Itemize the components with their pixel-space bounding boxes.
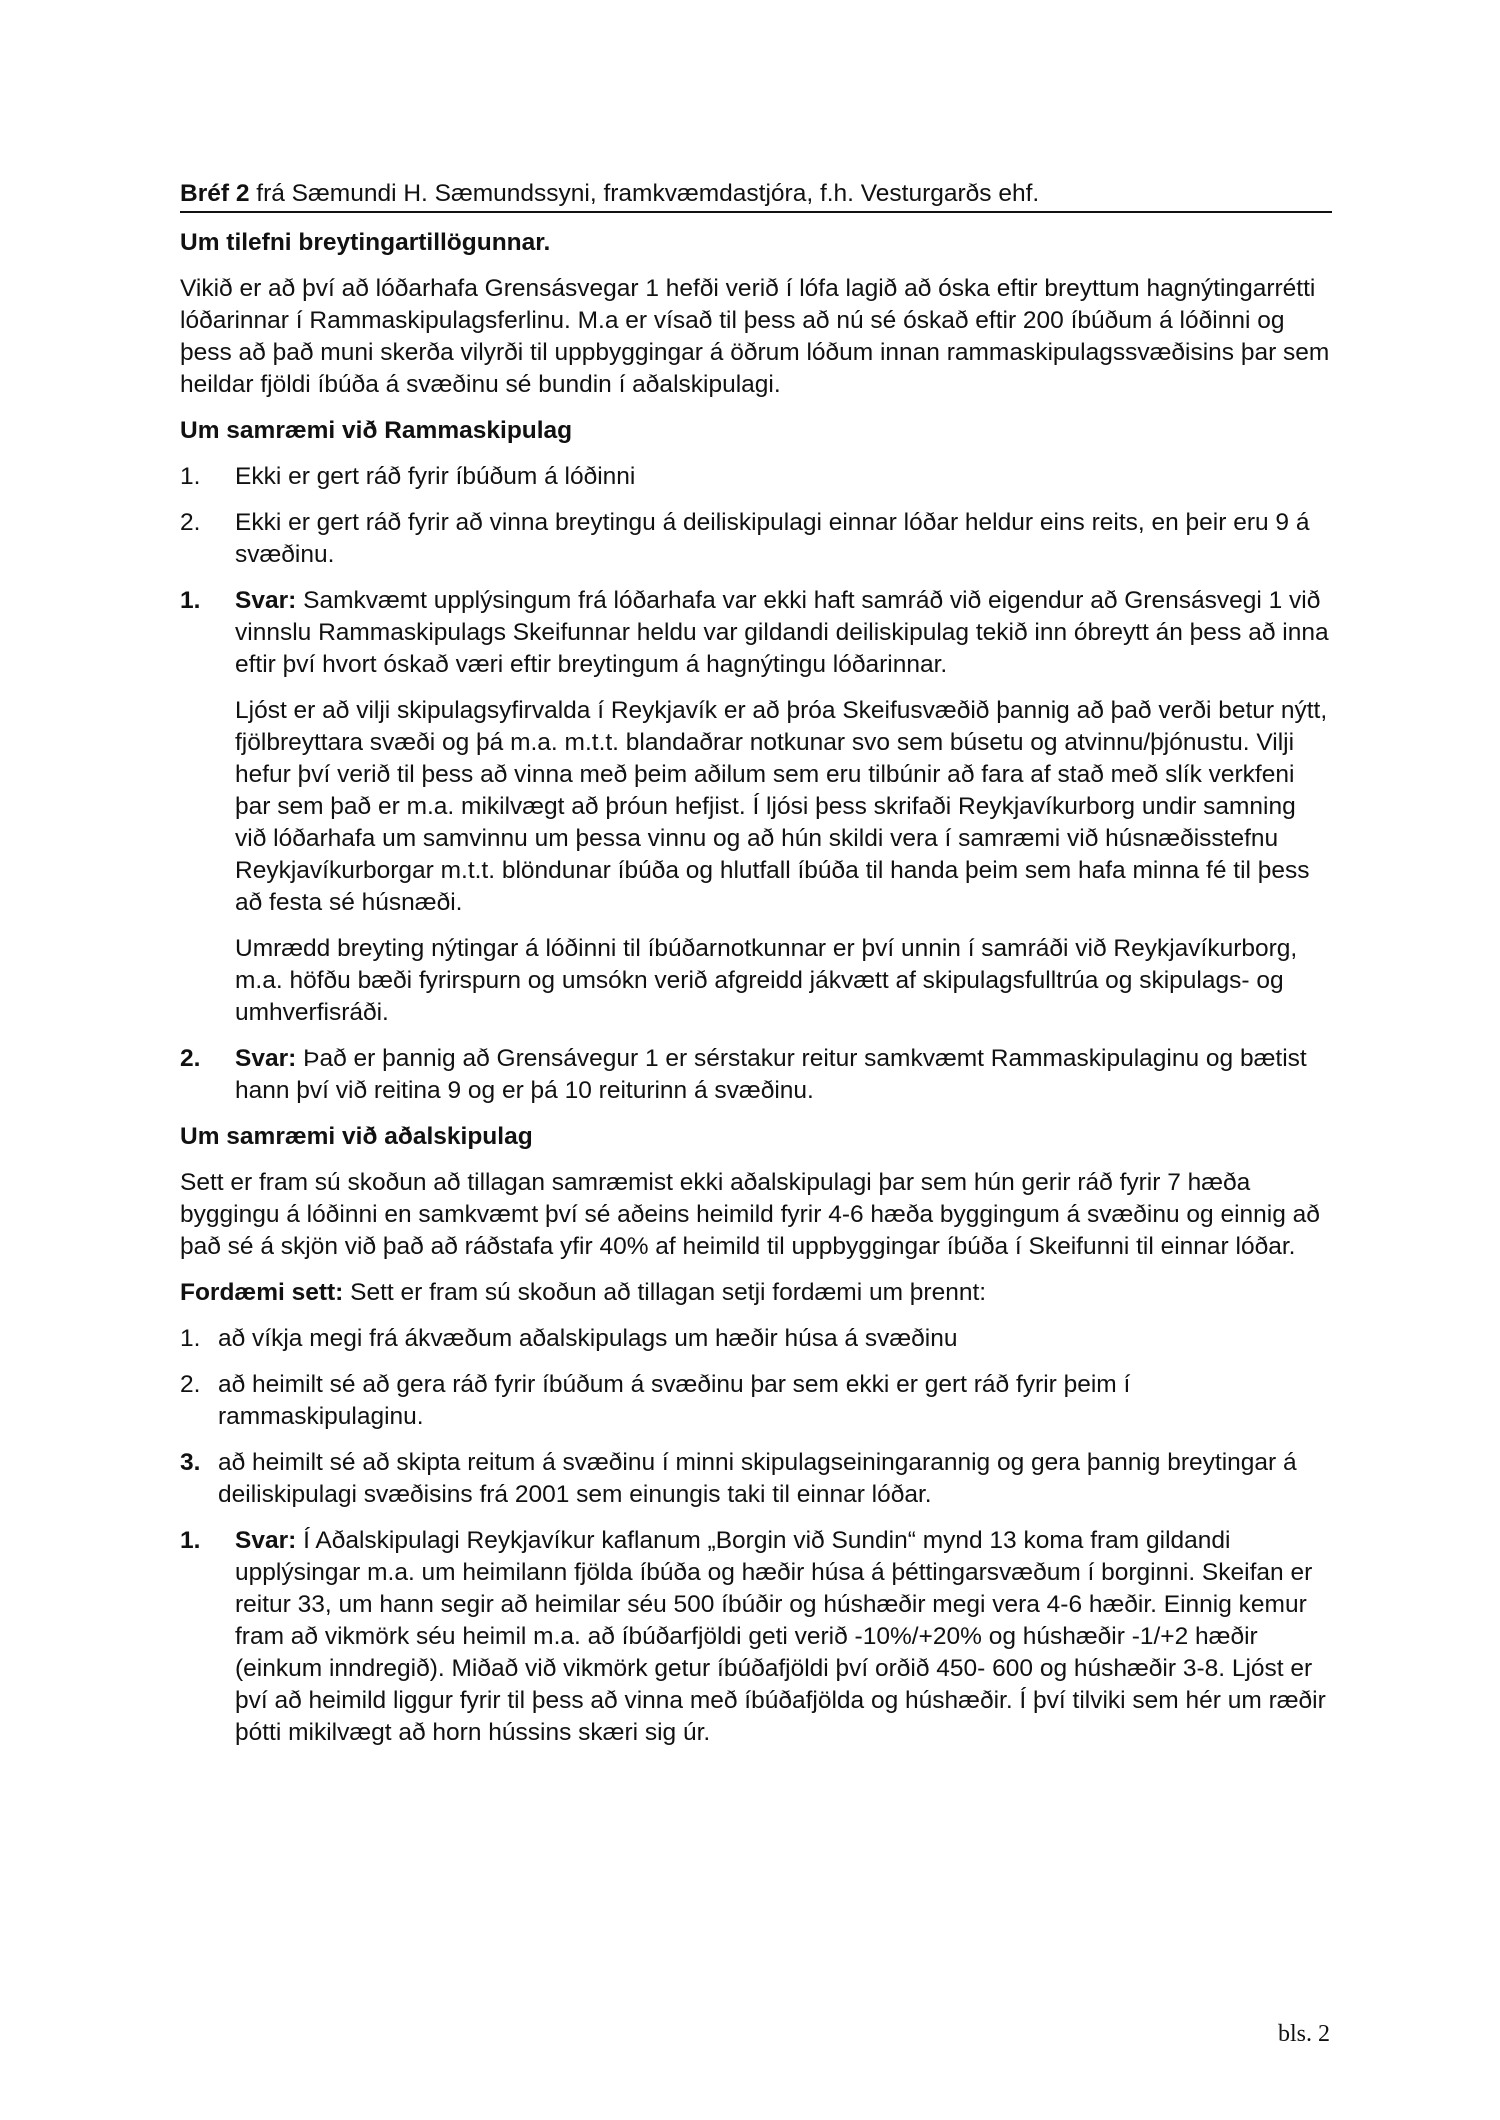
list-item (180, 1323, 1332, 1355)
answer-paragraph: Ljóst er að vilji skipulagsyfirvalda í Reykjavík er að þróa Skeifusvæðið þannig að það verði betur nýtt, fjölbreyttara svæði og þá m.a. m.t.t. blandaðrar notkunar svo sem búsetu og atvinnu/þjónustu. Vilji hefur því verið til þess að vinna með þeim aðilum sem eru tilbúnir að fara af stað með slík verkfeni þar sem það er m.a. mikilvægt að þróun hefjist. Í ljósi þess skrifaði Reykjavíkurborg undir samning við lóðarhafa um samvinnu um þessa vinnu og að hún skildi vera í samræmi við húsnæðisstefnu Reykjavíkurborgar m.t.t. blöndunar íbúða og hlutfall íbúða til handa þeim sem hafa minna fé til þess að festa sé húsnæði. (235, 697, 1328, 916)
answer-label: Svar: (235, 587, 297, 614)
section-heading-rammaskipulag: Um samræmi við Rammaskipulag (180, 417, 573, 444)
answer-paragraph: Umrædd breyting nýtingar á lóðinni til íbúðarnotkunnar er því unnin í samráði við Reykjavíkurborg, m.a. höfðu bæði fyrirspurn og umsókn verið afgreidd jákvætt af skipulagsfulltrúa og skipulags- og umhverfisráði. (235, 935, 1298, 1026)
answer-paragraph (235, 585, 1332, 681)
list-item (180, 461, 1332, 493)
section-paragraph-adalskipulag: Sett er fram sú skoðun að tillagan samræmist ekki aðalskipulagi þar sem hún gerir ráð fyrir 7 hæða byggingu á lóðinni en samkvæmt því sé aðeins heimild fyrir 4-6 hæða byggingum á svæðinu og einnig að það sé á skjön við það að ráðstafa yfir 40% af heimild til uppbyggingar íbúða í Skeifunni til einnar lóðar. (180, 1169, 1320, 1260)
list-number: 1. (180, 1325, 201, 1352)
list-item (180, 507, 1332, 571)
section-heading-tilefni: Um tilefni breytingartillögunnar. (180, 229, 551, 256)
answer-label: Svar: (235, 1527, 297, 1554)
precedent-paragraph (180, 1277, 1332, 1309)
page-number: bls. 2 (1277, 2021, 1330, 2047)
letter-number: Bréf 2 (180, 180, 250, 207)
answer-item (180, 1525, 1332, 1749)
list-item (180, 1447, 1332, 1511)
list-text: að víkja megi frá ákvæðum aðalskipulags um hæðir húsa á svæðinu (218, 1325, 958, 1352)
answer-text: Það er þannig að Grensávegur 1 er sérstakur reitur samkvæmt Rammaskipulaginu og bætist hann því við reitina 9 og er þá 10 reiturinn á svæðinu. (235, 1045, 1307, 1104)
answer-body (235, 1043, 1332, 1107)
section-heading-adalskipulag: Um samræmi við aðalskipulag (180, 1123, 533, 1150)
answer-paragraph (235, 1525, 1332, 1749)
answer-body (235, 1525, 1332, 1749)
list-item (180, 1369, 1332, 1433)
document-body (180, 178, 1332, 1763)
answer-number: 2. (180, 1045, 201, 1072)
precedent-label: Fordæmi sett: (180, 1279, 344, 1306)
list-number: 1. (180, 463, 201, 490)
letter-sender: frá Sæmundi H. Sæmundssyni, framkvæmdastjóra, f.h. Vesturgarðs ehf. (249, 180, 1040, 207)
list-number: 2. (180, 1371, 201, 1398)
answer-paragraph (235, 1043, 1332, 1107)
precedent-text: Sett er fram sú skoðun að tillagan setji fordæmi um þrennt: (343, 1279, 987, 1306)
answer-text: Í Aðalskipulagi Reykjavíkur kaflanum „Borgin við Sundin“ mynd 13 koma fram gildandi upplýsingar m.a. um heimilann fjölda íbúða og hæðir húsa á þéttingarsvæðum í borginni. Skeifan er reitur 33, um hann segir að heimilar séu 500 íbúðir og húshæðir megi vera 4-6 hæðir. Einnig kemur fram að vikmörk séu heimil m.a. að íbúðarfjöldi geti verið -10%/+20% og húshæðir -1/+2 hæðir (einkum inndregið). Miðað við vikmörk getur íbúðafjöldi því orðið 450- 600 og húshæðir 3-8. Ljóst er því að heimild liggur fyrir til þess að vinna með íbúðafjölda og húshæðir. Í því tilviki sem hér um ræðir þótti mikilvægt að horn hússins skæri sig úr. (235, 1527, 1326, 1746)
answer-number: 1. (180, 1527, 201, 1554)
answer-text: Samkvæmt upplýsingum frá lóðarhafa var ekki haft samráð við eigendur að Grensásvegi 1 við vinnslu Rammaskipulags Skeifunnar heldu var gildandi deiliskipulag tekið inn óbreytt án þess að inna eftir því hvort óskað væri eftir breytingum á hagnýtingu lóðarinnar. (235, 587, 1329, 678)
list-number: 3. (180, 1449, 201, 1476)
list-number: 2. (180, 509, 201, 536)
list-text: Ekki er gert ráð fyrir að vinna breytingu á deiliskipulagi einnar lóðar heldur eins reits, en þeir eru 9 á svæðinu. (235, 509, 1310, 568)
answer-item (180, 1043, 1332, 1107)
list-text: að heimilt sé að skipta reitum á svæðinu í minni skipulagseiningarannig og gera þannig breytingar á deiliskipulagi svæðisins frá 2001 sem einungis taki til einnar lóðar. (218, 1449, 1297, 1508)
answer-item (180, 585, 1332, 1029)
letter-header (180, 178, 1332, 213)
answer-number: 1. (180, 587, 201, 614)
answer-label: Svar: (235, 1045, 297, 1072)
section-paragraph-tilefni: Vikið er að því að lóðarhafa Grensásvegar 1 hefði verið í lófa lagið að óska eftir breyttum hagnýtingarrétti lóðarinnar í Rammaskipulagsferlinu. M.a er vísað til þess að nú sé óskað eftir 200 íbúðum á lóðinni og þess að það muni skerða vilyrði til uppbyggingar á öðrum lóðum innan rammaskipulagssvæðisins þar sem heildar fjöldi íbúða á svæðinu sé bundin í aðalskipulagi. (180, 275, 1330, 398)
answer-body (235, 585, 1332, 1029)
list-text: Ekki er gert ráð fyrir íbúðum á lóðinni (235, 463, 636, 490)
list-text: að heimilt sé að gera ráð fyrir íbúðum á svæðinu þar sem ekki er gert ráð fyrir þeim í rammaskipulaginu. (218, 1371, 1131, 1430)
